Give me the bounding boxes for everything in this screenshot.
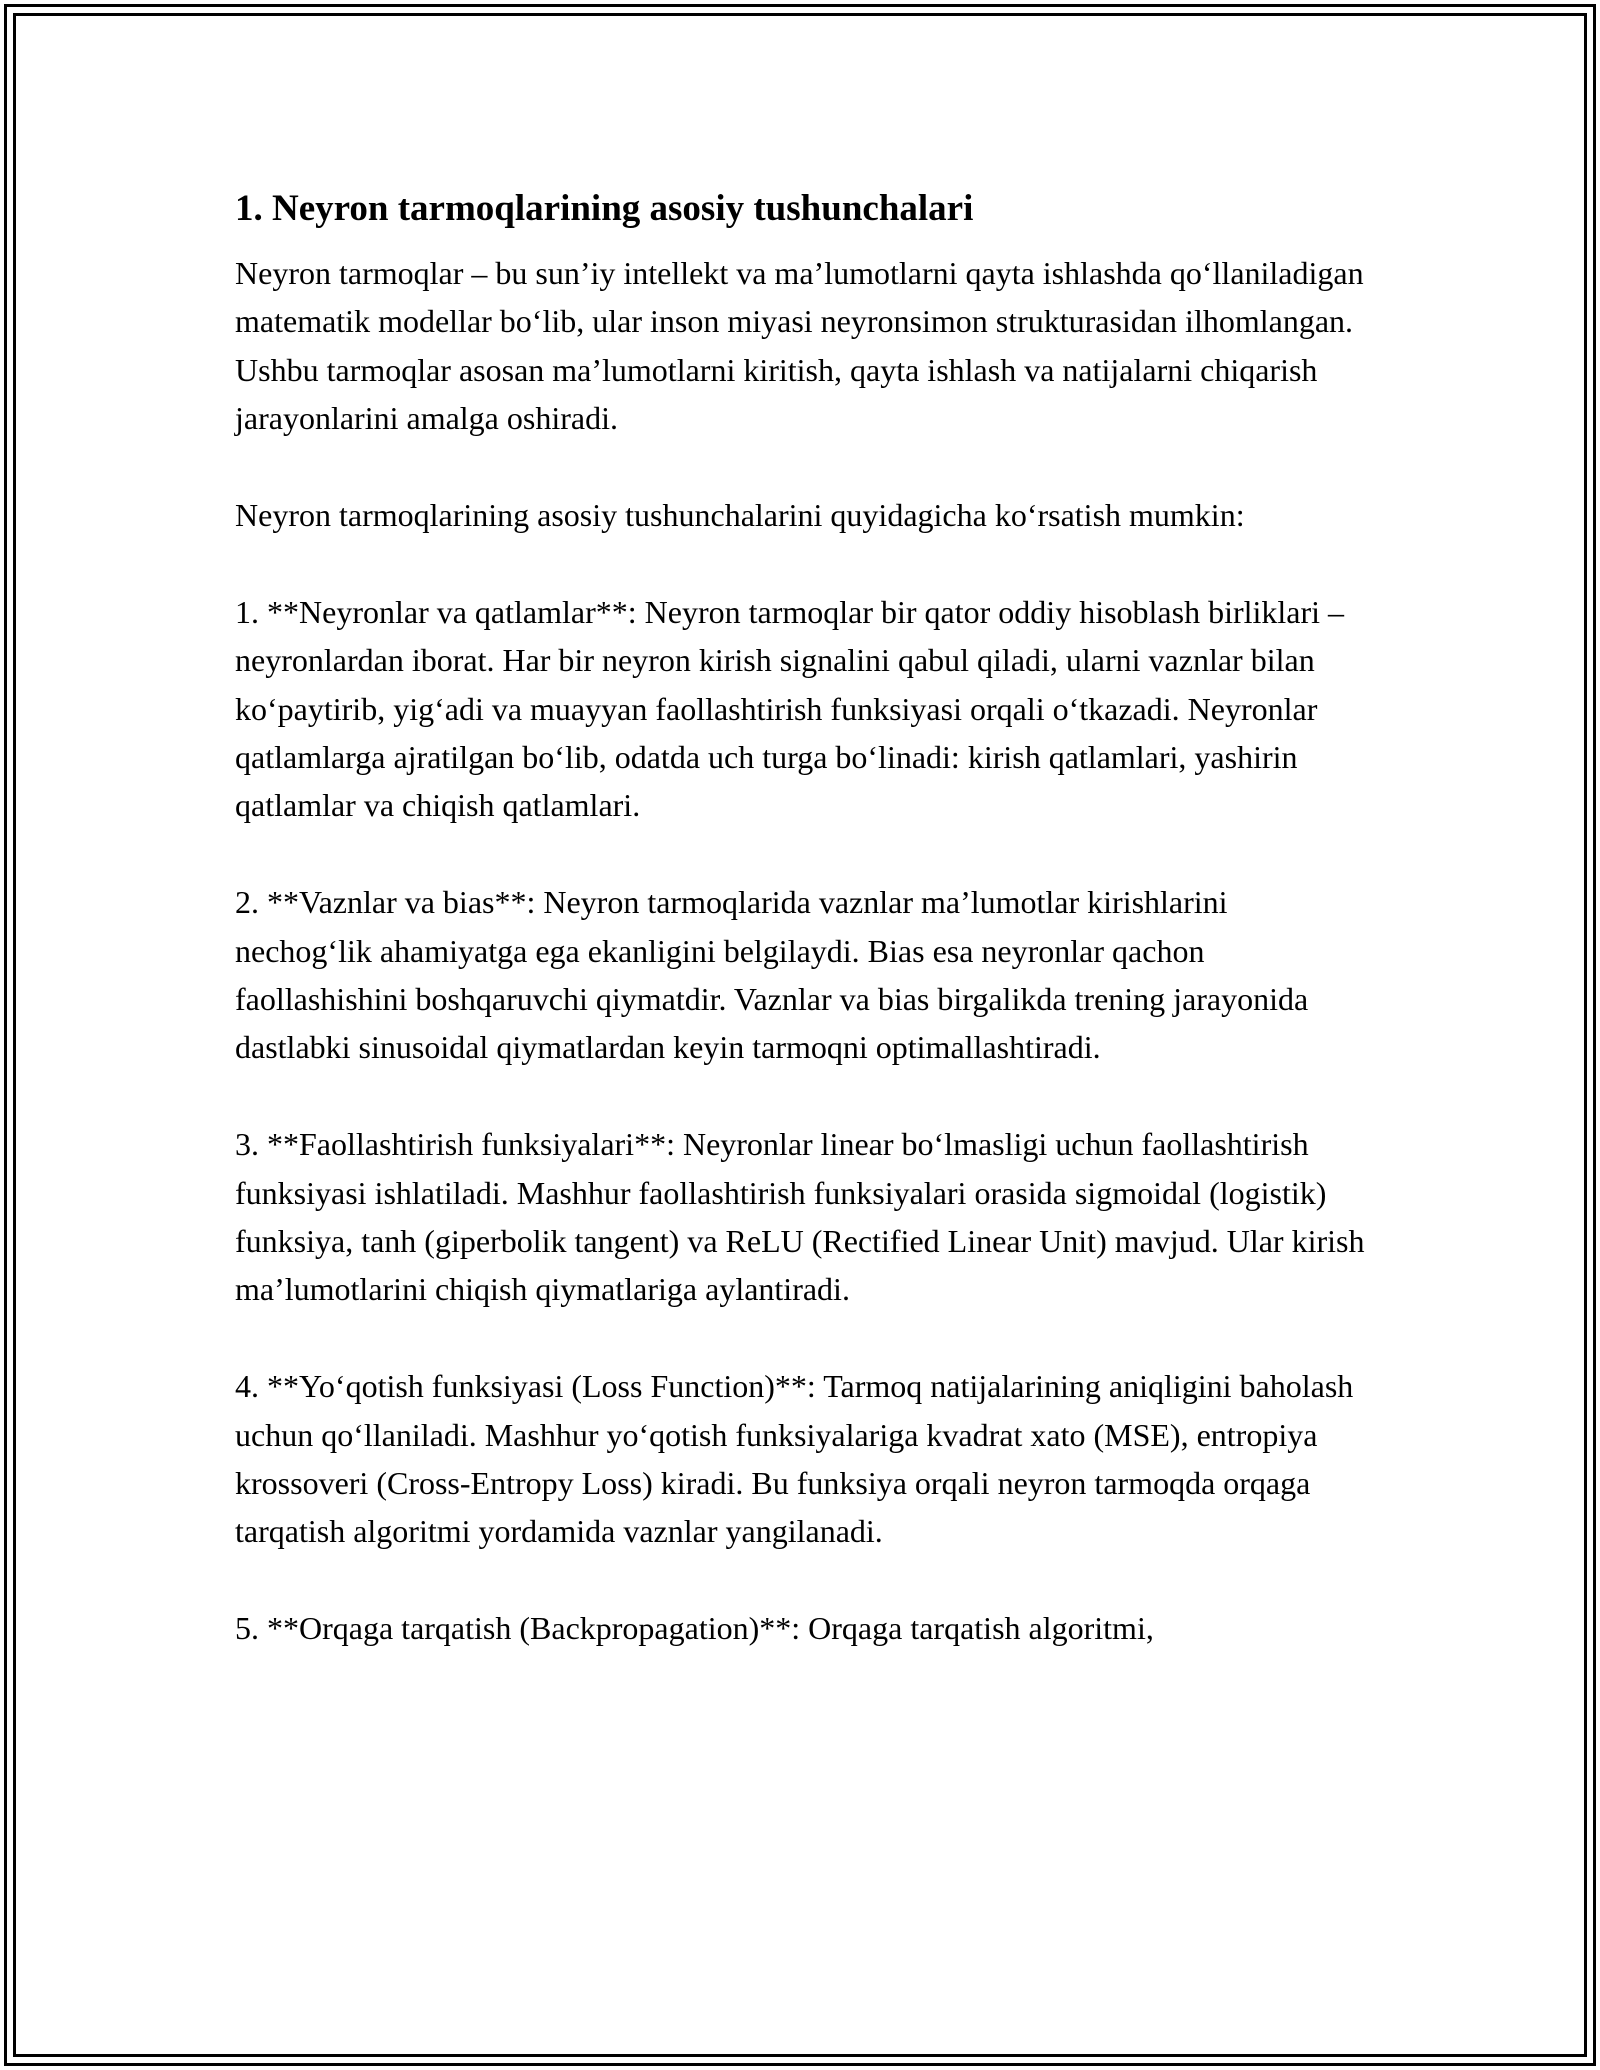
paragraph-item-1: 1. **Neyronlar va qatlamlar**: Neyron tarmoqlar bir qator oddiy hisoblash birliklari – neyronlardan iborat. Har bir neyron kirish signalini qabul qiladi, ularni vaznlar bilan ko‘paytirib, yig‘adi va muayyan faollashtirish funksiyasi orqali o‘tkazadi. Neyronlar qatlamlarga ajratilgan bo‘lib, odatda uch turga bo‘linadi: kirish qatlamlari, yashirin qatlamlar va chiqish qatlamlari.: [235, 593, 1345, 824]
paragraph-lead-in: Neyron tarmoqlarining asosiy tushunchalarini quyidagicha ko‘rsatish mumkin:: [235, 497, 1245, 534]
paragraph-intro: Neyron tarmoqlar – bu sun’iy intellekt va ma’lumotlarni qayta ishlashda qo‘llaniladigan matematik modellar bo‘lib, ular inson miyasi neyronsimon strukturasidan ilhomlangan. Ushbu tarmoqlar asosan ma’lumotlarni kiritish, qayta ishlash va natijalarni chiqarish jarayonlarini amalga oshiradi.: [235, 255, 1364, 437]
document-body: [235, 185, 1370, 1653]
section-heading: 1. Neyron tarmoqlarining asosiy tushunchalari: [235, 188, 974, 229]
paragraph-item-4: 4. **Yo‘qotish funksiyasi (Loss Function)**: Tarmoq natijalarining aniqligini baholash uchun qo‘llaniladi. Mashhur yo‘qotish funksiyalariga kvadrat xato (MSE), entropiya krossoveri (Cross-Entropy Loss) kiradi. Bu funksiya orqali neyron tarmoqda orqaga tarqatish algoritmi yordamida vaznlar yangilanadi.: [235, 1368, 1354, 1550]
paragraph-item-5: 5. **Orqaga tarqatish (Backpropagation)**: Orqaga tarqatish algoritmi,: [235, 1610, 1154, 1647]
paragraph-item-2: 2. **Vaznlar va bias**: Neyron tarmoqlarida vaznlar ma’lumotlar kirishlarini nechog‘lik ahamiyatga ega ekanligini belgilaydi. Bias esa neyronlar qachon faollashishini boshqaruvchi qiymatdir. Vaznlar va bias birgalikda trening jarayonida dastlabki sinusoidal qiymatlardan keyin tarmoqni optimallashtiradi.: [235, 884, 1309, 1066]
paragraph-item-3: 3. **Faollashtirish funksiyalari**: Neyronlar linear bo‘lmasligi uchun faollashtirish funksiyasi ishlatiladi. Mashhur faollashtirish funksiyalari orasida sigmoidal (logistik) funksiya, tanh (giperbolik tangent) va ReLU (Rectified Linear Unit) mavjud. Ular kirish ma’lumotlarini chiqish qiymatlariga aylantiradi.: [235, 1126, 1365, 1308]
